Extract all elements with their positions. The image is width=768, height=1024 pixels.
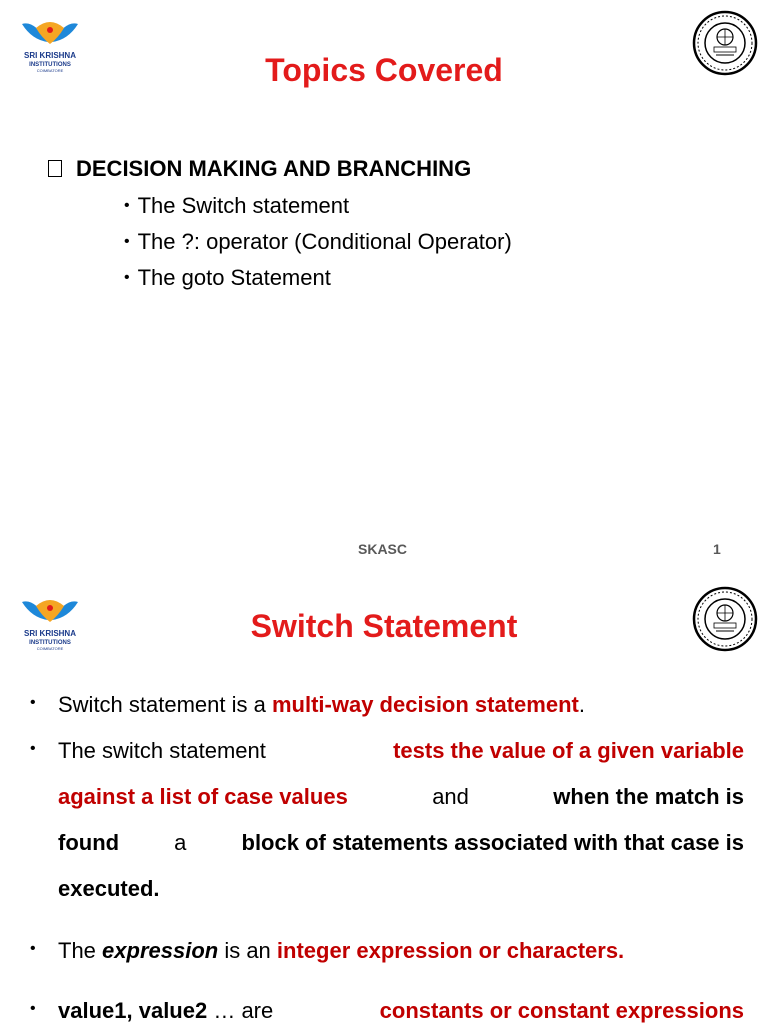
text: Switch statement is a	[58, 692, 272, 717]
bullet-text-2-line-3	[58, 830, 744, 856]
bullet-icon: •	[30, 1000, 36, 1017]
bullet-text-4	[58, 998, 744, 1024]
college-seal	[692, 586, 758, 652]
bold-text: when the match is	[553, 784, 744, 809]
bullet-text-2-line-1	[58, 738, 744, 764]
svg-text:COIMBATORE: COIMBATORE	[36, 68, 64, 73]
emphasis-text: multi-way decision statement	[271, 692, 579, 717]
text: The switch statement	[58, 738, 266, 763]
bullet-icon: •	[30, 740, 36, 757]
emphasis-text: tests the value of a given variable	[393, 738, 744, 763]
college-seal-icon	[692, 10, 758, 76]
list-item	[124, 193, 349, 219]
bullet-text-1	[58, 692, 585, 718]
emphasis-text: integer expression or characters.	[276, 938, 625, 963]
page-number: 1	[713, 541, 721, 557]
svg-text:SRI KRISHNA: SRI KRISHNA	[23, 51, 77, 60]
topic-label: DECISION MAKING AND BRANCHING	[76, 156, 472, 181]
bullet-text-2-line-4: executed.	[58, 876, 160, 901]
bold-text: found	[58, 830, 120, 855]
topic-heading	[48, 156, 471, 182]
text: The	[58, 938, 103, 963]
text: a	[174, 830, 187, 855]
emphasis-text: constants or constant expressions	[379, 998, 744, 1023]
section-title: Switch Statement	[250, 608, 518, 644]
text: .	[578, 692, 585, 717]
svg-text:INSTITUTIONS: INSTITUTIONS	[29, 640, 71, 646]
list-item-label: The Switch statement	[137, 193, 350, 218]
svg-text:INSTITUTIONS: INSTITUTIONS	[29, 62, 71, 68]
emphasis-text: against a list of case values	[58, 784, 348, 809]
bullet-text-3	[58, 938, 624, 964]
bullet-icon: •	[124, 233, 130, 250]
bullet-icon: •	[30, 940, 36, 957]
footer-label: SKASC	[358, 541, 408, 557]
checkbox-bullet-icon	[48, 160, 62, 177]
text: … are	[207, 998, 274, 1023]
list-item-label: The ?: operator (Conditional Operator)	[137, 229, 512, 254]
bullet-icon: •	[124, 269, 130, 286]
svg-text:SRI KRISHNA: SRI KRISHNA	[23, 629, 77, 638]
list-item	[124, 265, 331, 291]
svg-text:COIMBATORE: COIMBATORE	[36, 646, 64, 651]
college-seal-icon	[692, 586, 758, 652]
list-item	[124, 229, 512, 255]
slide-2	[0, 576, 768, 1024]
text: is an	[218, 938, 277, 963]
bold-text: value1, value2	[58, 998, 208, 1023]
bullet-icon: •	[124, 197, 130, 214]
italic-bold-text: expression	[102, 938, 219, 963]
bullet-text-2-line-2	[58, 784, 744, 810]
bold-text: block of statements associated with that case is	[241, 830, 744, 855]
text: and	[432, 784, 469, 809]
college-seal	[692, 10, 758, 76]
bullet-icon: •	[30, 694, 36, 711]
page-title: Topics Covered	[265, 52, 503, 88]
list-item-label: The goto Statement	[137, 265, 331, 290]
